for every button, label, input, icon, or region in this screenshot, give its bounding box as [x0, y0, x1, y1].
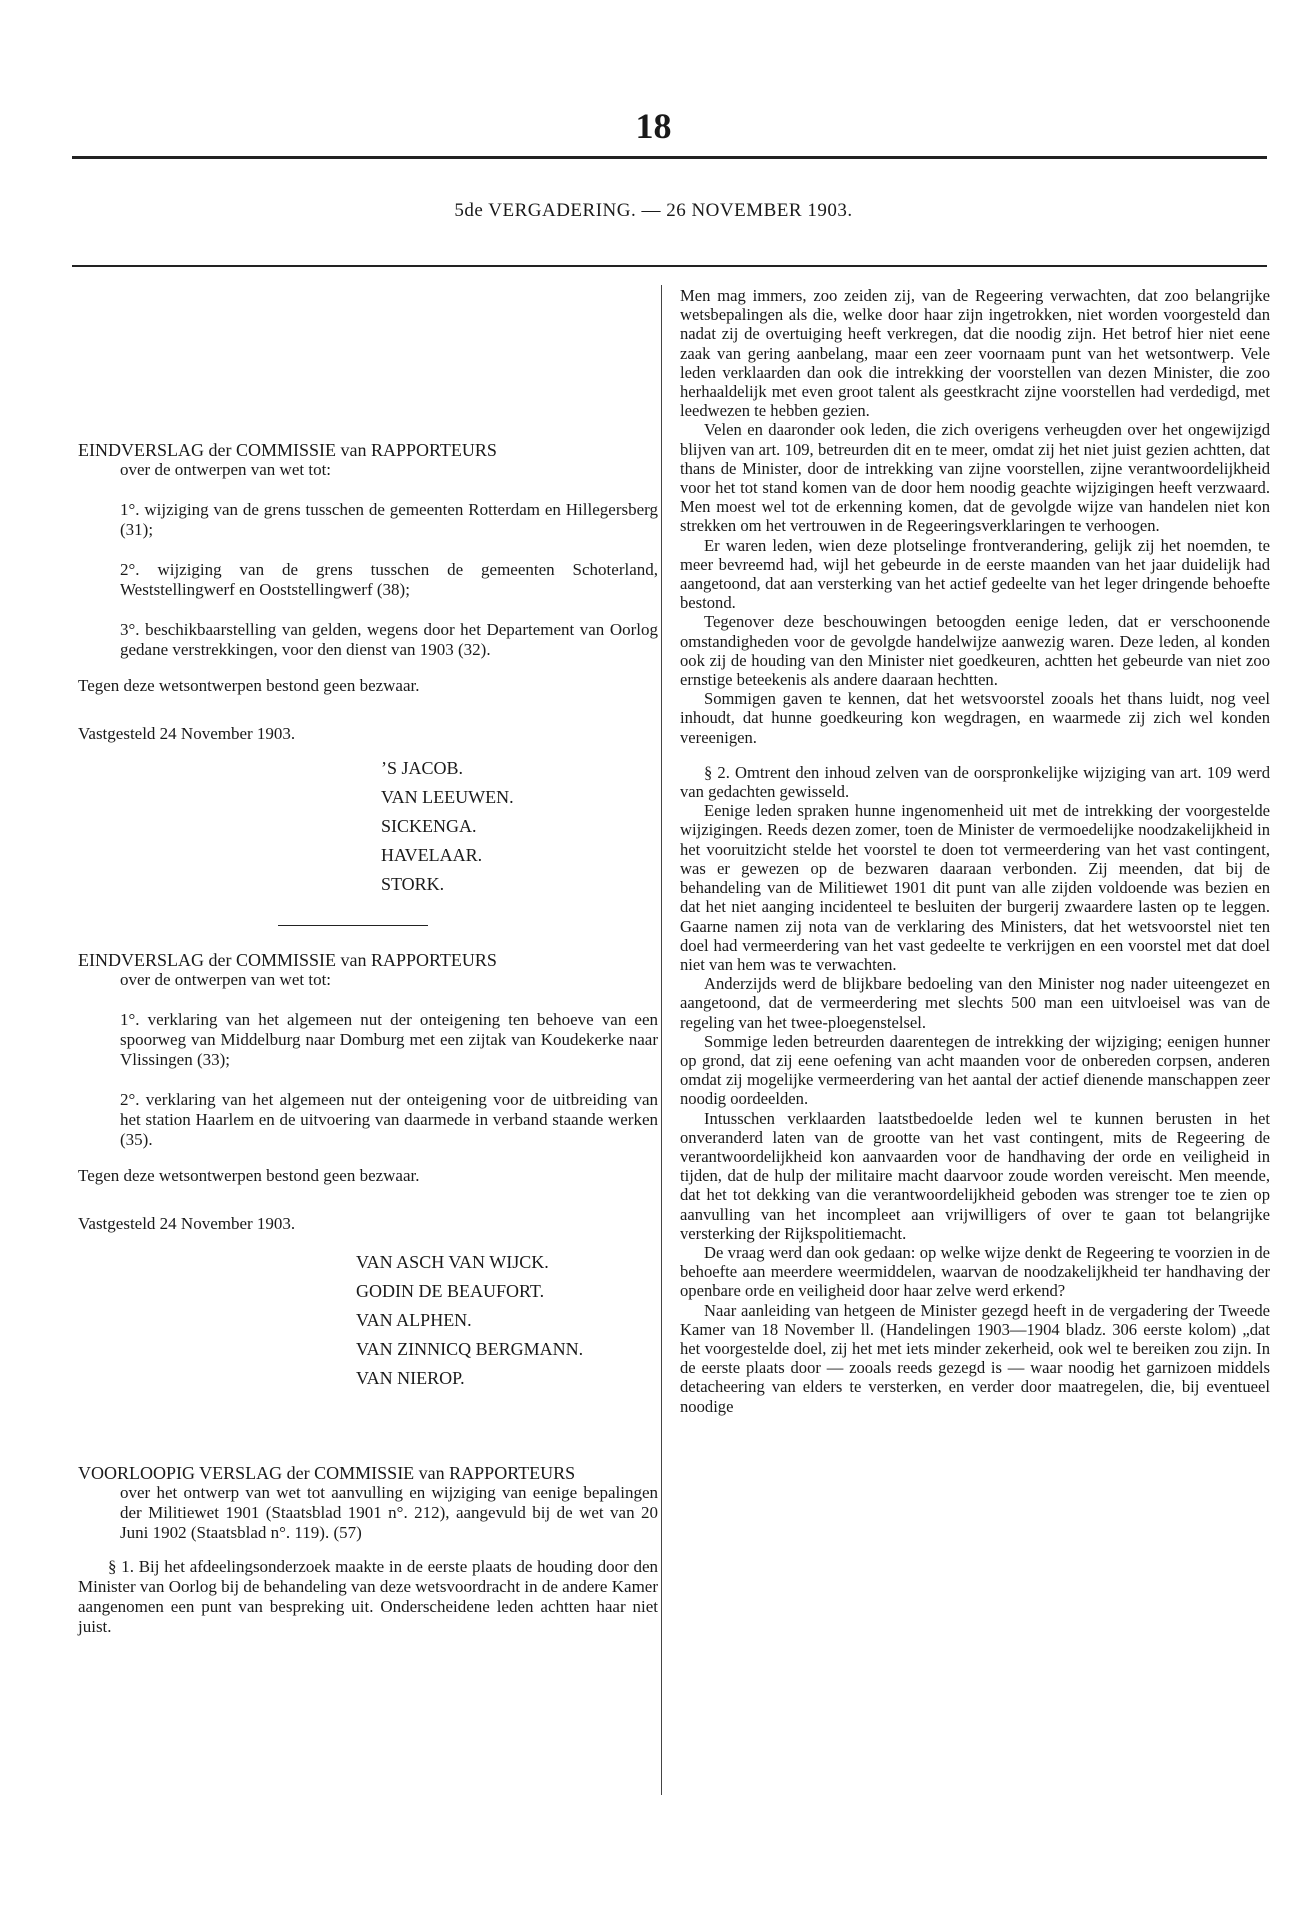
- report-subtitle: over de ontwerpen van wet tot:: [120, 460, 332, 479]
- paragraph: Velen en daaronder ook leden, die zich overigens verheugden over het ongewijzigd blijven van art. 109, betreurden dit en te meer, omdat zij het niet juist gezien achtten, dat thans de Minister, door de intrekking van zijne voorstellen, zijne verantwoordelijkheid voor het tot stand komen van de door hem noodig geachte wijzigingen heeft verzwaard. Men moest wel tot de erkenning komen, dat de gevolgde wijze van handelen niet kon strekken om het vertrouwen in de Regeeringsverklaringen te verhoogen.: [680, 420, 1270, 536]
- objection-text: Tegen deze wetsontwerpen bestond geen bezwaar.: [78, 1166, 420, 1185]
- paragraph: Sommigen gaven te kennen, dat het wetsvoorstel zooals het thans luidt, nog veel inhoudt, dat hunne goedkeuring kon wegdragen, en waarmede zij zich wel konden vereenigen.: [680, 689, 1270, 747]
- paragraph: De vraag werd dan ook gedaan: op welke wijze denkt de Regeering te voorzien in de behoefte aan meerdere weermiddelen, waarvan de noodzakelijkheid ter handhaving der openbare orde en veiligheid door haar zelve werd erkend?: [680, 1242, 1270, 1301]
- report-item: 2°. verklaring van het algemeen nut der onteigening voor de uitbreiding van het station Haarlem en de uitvoering van daarmede in verband staande werken (35).: [120, 1090, 658, 1149]
- report-title: EINDVERSLAG der COMMISSIE van RAPPORTEURS: [78, 440, 497, 460]
- signature-list: [78, 1248, 658, 1393]
- running-header: 5de VERGADERING. — 26 NOVEMBER 1903.: [454, 200, 853, 221]
- paragraph: Tegenover deze beschouwingen betoogden eenige leden, dat er verschoonende omstandigheden voor de gevolgde handelwijze aanwezig waren. Deze leden, al konden ook zij de houding van den Minister niet goedkeuren, achtten het gebeurde van niet zoo ernstige beteekenis als andere daaraan hechtten.: [680, 612, 1270, 690]
- paragraph: Eenige leden spraken hunne ingenomenheid uit met de intrekking der voorgestelde wijzigingen. Reeds dezen zomer, toen de Minister de vermoedelijke noodzakelijkheid in het vooruitzicht stelde het voorstel te doen tot vermeerdering van het vast contingent, was er gewezen op de bezwaren daaraan verbonden. Zij meenden, dat bij de behandeling van de Militiewet 1901 dit punt van alle zijden voldoende was bezien en dat het niet aanging incidenteel te besluiten der burgerij zwaardere lasten op te leggen. Gaarne namen zij nota van de verklaring des Ministers, dat het wetsvoorstel niet ten doel had vermeerdering van het vast gedeelte te verkrijgen en een voorstel met dat doel niet van hem was te verwachten.: [680, 801, 1270, 974]
- report-subtitle: over de ontwerpen van wet tot:: [120, 970, 332, 989]
- paragraph: Men mag immers, zoo zeiden zij, van de Regeering verwachten, dat zoo belangrijke wetsbepalingen als die, welke door haar zijn ingetrokken, niet worden voorgesteld dan nadat zij de overtuiging heeft verkregen, dat die noodig zijn. Het betrof hier niet eene zaak van gering aanbelang, maar een zeer voornaam punt van het wetsontwerp. Vele leden verklaarden dan ook die intrekking der voorstellen van dezen Minister, die zoo herhaaldelijk met even groot talent als geestkracht zijne voorstellen had verdedigd, met leedwezen te hebben gezien.: [680, 286, 1270, 421]
- paragraph: Naar aanleiding van hetgeen de Minister gezegd heeft in de vergadering der Tweede Kamer van 18 November ll. (Handelingen 1903—1904 bladz. 306 eerste kolom) „dat het voorgestelde doel, zij het met iets minder zekerheid, ook wel te bereiken zou zijn. In de eerste plaats door — zooals reeds gezegd is — waar noodig het garnizoen middels detacheering van elders te versterken, en verder door maatregelen, die, bij eventueel noodige: [680, 1300, 1270, 1416]
- report-title: EINDVERSLAG der COMMISSIE van RAPPORTEURS: [78, 950, 497, 970]
- top-rule: [72, 156, 1267, 159]
- objection-text: Tegen deze wetsontwerpen bestond geen bezwaar.: [78, 676, 420, 695]
- report-title: VOORLOOPIG VERSLAG der COMMISSIE van RAPPORTEURS: [78, 1463, 576, 1483]
- report-item: 3°. beschikbaarstelling van gelden, wegens door het Departement van Oorlog gedane verstrekkingen, voor den dienst van 1903 (32).: [120, 620, 658, 659]
- signature: VAN ALPHEN.: [356, 1310, 472, 1330]
- section-rule: [278, 925, 428, 926]
- header-rule: [72, 265, 1267, 267]
- signature: SICKENGA.: [381, 816, 477, 836]
- signature-list: [78, 754, 658, 899]
- signature: ’S JACOB.: [381, 758, 464, 778]
- fixed-date: Vastgesteld 24 November 1903.: [78, 724, 296, 743]
- paragraph: Er waren leden, wien deze plotselinge frontverandering, gelijk zij het noemden, te meer bevreemd had, wijl het gebeurde in de eerste maanden van het jaar duidelijk had aangetoond, dat aan versterking van het actief gedeelte van het leger dringende behoefte bestond.: [680, 535, 1270, 613]
- right-column: [680, 286, 1270, 1416]
- report-item: 2°. wijziging van de grens tusschen de gemeenten Schoterland, Weststellingwerf en Ooststellingwerf (38);: [120, 560, 658, 599]
- report-body: over het ontwerp van wet tot aanvulling en wijziging van eenige bepalingen der Militiewet 1901 (Staatsblad 1901 n°. 212), aangevuld bij de wet van 20 Juni 1902 (Staatsblad n°. 119). (57): [120, 1483, 658, 1542]
- paragraph: Sommige leden betreurden daarentegen de intrekking der wijziging; eenigen hunner op grond, dat zij eene oefening van acht maanden voor de onbereden corpsen, anderen omdat zij mogelijke vermeerdering van het aantal der actief dienende manschappen zeer noodig oordeelden.: [680, 1031, 1270, 1109]
- signature: VAN NIEROP.: [356, 1368, 465, 1388]
- signature: VAN ASCH VAN WIJCK.: [356, 1252, 549, 1272]
- report-item: 1°. wijziging van de grens tusschen de gemeenten Rotterdam en Hillegersberg (31);: [120, 500, 658, 539]
- paragraph: Anderzijds werd de blijkbare bedoeling van den Minister nog nader uiteengezet en aangetoond, dat de vermeerdering met slechts 500 man een uitvloeisel was van de regeling van het twee-ploegenstelsel.: [680, 974, 1270, 1032]
- signature: HAVELAAR.: [381, 845, 483, 865]
- signature: STORK.: [381, 874, 445, 894]
- left-column: [78, 290, 658, 1637]
- fixed-date: Vastgesteld 24 November 1903.: [78, 1214, 296, 1233]
- signature: GODIN DE BEAUFORT.: [356, 1281, 545, 1301]
- signature: VAN LEEUWEN.: [381, 787, 514, 807]
- report-item: 1°. verklaring van het algemeen nut der onteigening ten behoeve van een spoorweg van Middelburg naar Domburg met een zijtak van Koudekerke naar Vlissingen (33);: [120, 1010, 658, 1069]
- signature: VAN ZINNICQ BERGMANN.: [356, 1339, 584, 1359]
- paragraph: Intusschen verklaarden laatstbedoelde leden wel te kunnen berusten in het onveranderd laten van de grootte van het vast contingent, mits de Regeering de verantwoordelijkheid kon aanvaarden voor de handhaving der orde en veiligheid in tijden, dat de hulp der militaire macht daarvoor zoude worden vereischt. Men meende, dat het tot dekking van die verantwoordelijkheid geboden was strenger toe te zien op aanvulling van het incompleet aan vrijwilligers of over te gaan tot belangrijke versterking der Rijkspolitiemacht.: [680, 1108, 1270, 1243]
- page-number: 18: [635, 106, 672, 146]
- paragraph: § 2. Omtrent den inhoud zelven van de oorspronkelijke wijziging van art. 109 werd van gedachten gewisseld.: [680, 762, 1270, 802]
- column-divider: [661, 285, 662, 1795]
- section-paragraph: § 1. Bij het afdeelingsonderzoek maakte in de eerste plaats de houding door den Minister van Oorlog bij de behandeling van deze wetsvoordracht in de andere Kamer aangenomen een punt van bespreking uit. Onderscheidene leden achtten haar niet juist.: [78, 1557, 658, 1636]
